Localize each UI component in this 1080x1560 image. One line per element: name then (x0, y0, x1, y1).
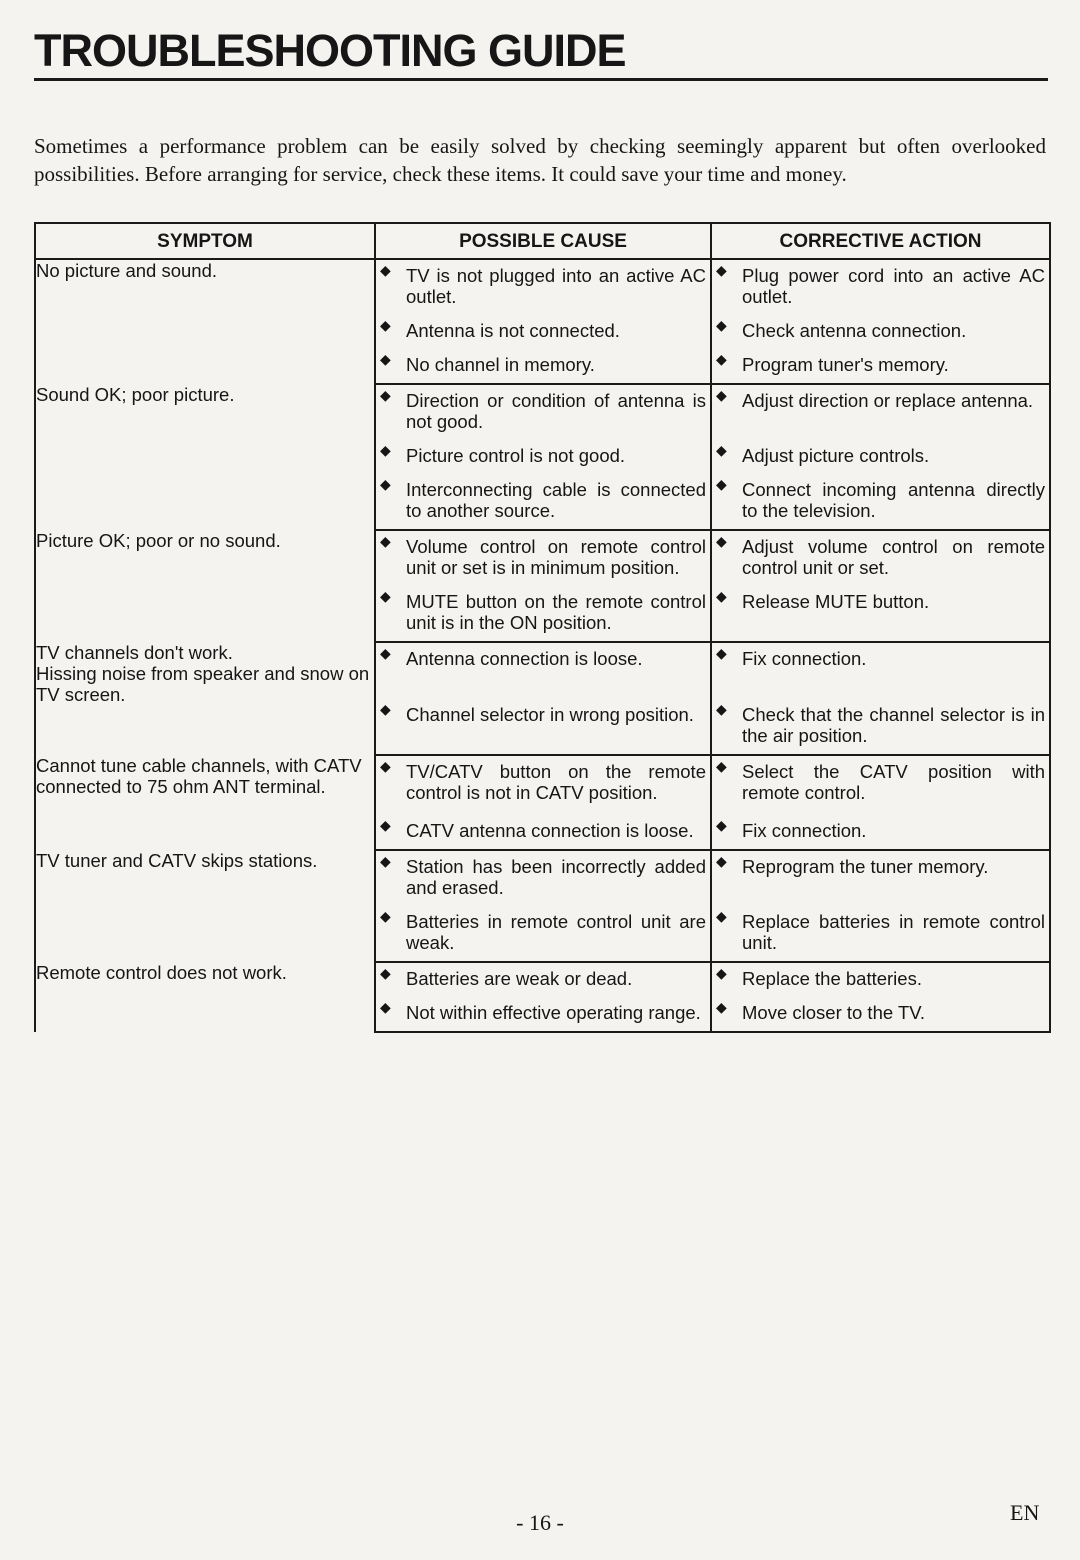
table-row (35, 962, 1050, 997)
table-row (35, 384, 1050, 440)
cause-cell (375, 349, 711, 384)
table-header-row (35, 223, 1050, 259)
action-text: ◆ Release MUTE button. (712, 586, 1049, 620)
cause-cell (375, 384, 711, 440)
table-row (35, 259, 1050, 315)
action-cell (711, 815, 1050, 850)
symptom-cell: Picture OK; poor or no sound. (35, 530, 375, 642)
action-cell (711, 259, 1050, 315)
title-rule (34, 78, 1048, 81)
cause-text: ◆ TV/CATV button on the remote control is not in CATV position. (376, 756, 710, 815)
cause-text: ◆ Antenna is not connected. (376, 315, 710, 349)
action-text: ◆ Fix connection. (712, 815, 1049, 849)
table-row (35, 530, 1050, 586)
cause-cell (375, 755, 711, 815)
cause-cell (375, 906, 711, 962)
action-cell (711, 850, 1050, 906)
symptom-cell: Cannot tune cable channels, with CATV connected to 75 ohm ANT terminal. (35, 755, 375, 850)
cause-text: ◆ Picture control is not good. (376, 440, 710, 474)
cause-cell (375, 440, 711, 474)
action-cell (711, 474, 1050, 530)
cause-cell (375, 642, 711, 699)
cause-text: ◆ Volume control on remote control unit or set is in minimum position. (376, 531, 710, 586)
action-text: ◆ Adjust volume control on remote control unit or set. (712, 531, 1049, 586)
action-text: ◆ Fix connection. (712, 643, 1049, 677)
action-cell (711, 997, 1050, 1032)
action-text: ◆ Check that the channel selector is in the air position. (712, 699, 1049, 754)
action-cell (711, 699, 1050, 755)
cause-cell (375, 259, 711, 315)
action-text: ◆ Check antenna connection. (712, 315, 1049, 349)
cause-cell (375, 815, 711, 850)
action-text: ◆ Reprogram the tuner memory. (712, 851, 1049, 885)
cause-text: ◆ MUTE button on the remote control unit is in the ON position. (376, 586, 710, 641)
action-text: ◆ Replace the batteries. (712, 963, 1049, 997)
table-row (35, 755, 1050, 815)
troubleshooting-table (34, 222, 1051, 1033)
cause-text: ◆ TV is not plugged into an active AC outlet. (376, 260, 710, 315)
header-symptom: SYMPTOM (35, 223, 375, 259)
action-cell (711, 315, 1050, 349)
cause-cell (375, 315, 711, 349)
action-text: ◆ Program tuner's memory. (712, 349, 1049, 383)
cause-text: ◆ Antenna connection is loose. (376, 643, 710, 699)
language-code: EN (1010, 1500, 1040, 1525)
cause-text: ◆ Batteries in remote control unit are weak. (376, 906, 710, 961)
table-row (35, 642, 1050, 699)
cause-text: ◆ Direction or condition of antenna is not good. (376, 385, 710, 440)
action-text: ◆ Move closer to the TV. (712, 997, 1049, 1031)
symptom-cell: TV tuner and CATV skips stations. (35, 850, 375, 962)
symptom-cell: No picture and sound. (35, 259, 375, 384)
action-cell (711, 642, 1050, 699)
header-corrective-action: CORRECTIVE ACTION (711, 223, 1050, 259)
action-text: ◆ Connect incoming antenna directly to the television. (712, 474, 1049, 529)
page-title: TROUBLESHOOTING GUIDE (34, 25, 626, 76)
action-cell (711, 530, 1050, 586)
cause-text: ◆ Not within effective operating range. (376, 997, 710, 1031)
action-text: ◆ Replace batteries in remote control unit. (712, 906, 1049, 961)
cause-text: ◆ Channel selector in wrong position. (376, 699, 710, 733)
page-number: - 16 - (516, 1510, 564, 1535)
symptom-cell: TV channels don't work. Hissing noise from speaker and snow on TV screen. (35, 642, 375, 755)
cause-cell (375, 997, 711, 1032)
action-cell (711, 384, 1050, 440)
action-cell (711, 586, 1050, 642)
cause-text: ◆ No channel in memory. (376, 349, 710, 383)
action-text: ◆ Plug power cord into an active AC outlet. (712, 260, 1049, 315)
cause-text: ◆ Station has been incorrectly added and erased. (376, 851, 710, 906)
intro-paragraph: Sometimes a performance problem can be easily solved by checking seemingly apparent but often overlooked possibilities. Before arranging for service, check these items. It could save your time and money. (34, 134, 1046, 186)
action-cell (711, 906, 1050, 962)
header-possible-cause: POSSIBLE CAUSE (375, 223, 711, 259)
action-text: ◆ Adjust direction or replace antenna. (712, 385, 1049, 419)
cause-cell (375, 530, 711, 586)
cause-cell (375, 586, 711, 642)
symptom-cell: Remote control does not work. (35, 962, 375, 1032)
cause-cell (375, 850, 711, 906)
action-cell (711, 962, 1050, 997)
cause-cell (375, 962, 711, 997)
action-text: ◆ Select the CATV position with remote control. (712, 756, 1049, 811)
action-text: ◆ Adjust picture controls. (712, 440, 1049, 474)
cause-cell (375, 699, 711, 755)
cause-text: ◆ CATV antenna connection is loose. (376, 815, 710, 849)
cause-text: ◆ Interconnecting cable is connected to another source. (376, 474, 710, 529)
symptom-cell: Sound OK; poor picture. (35, 384, 375, 530)
action-cell (711, 440, 1050, 474)
action-cell (711, 755, 1050, 815)
cause-cell (375, 474, 711, 530)
table-row (35, 850, 1050, 906)
action-cell (711, 349, 1050, 384)
cause-text: ◆ Batteries are weak or dead. (376, 963, 710, 997)
